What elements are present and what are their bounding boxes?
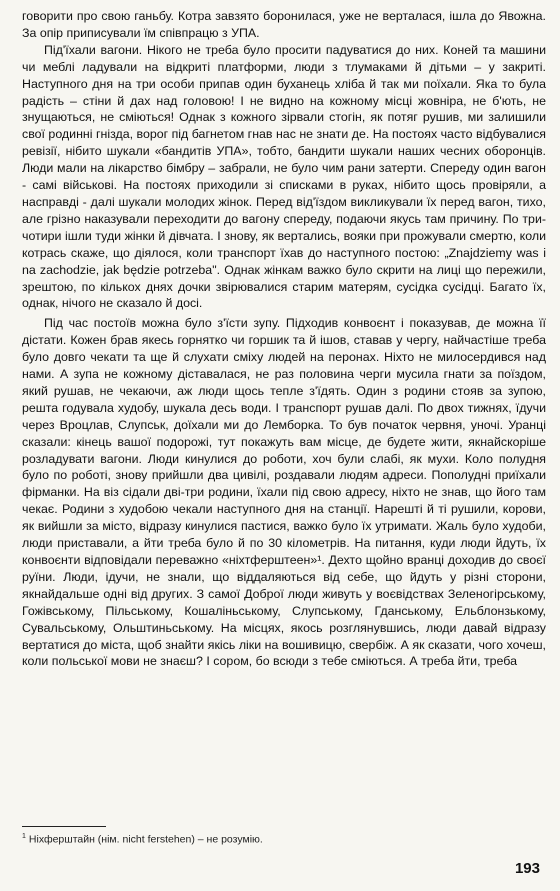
footnote-mark: 1: [22, 833, 26, 840]
page-number: 193: [514, 860, 540, 877]
paragraph-3: Під час постоїв можна було з'їсти зупу. Підходив конвоєнт і показував, де можна її дістати. Кожен брав якесь горнятко чи горшик та й ішов, ставав у чергу, найчастіше треба було довго чекати та ще й слухати сміху людей на перонах. Ніхто не милосердився над нами. А зупа не кожному діставалася, не раз половина черги мусила гнати за поїздом, який рушав, не чекаючи, аж люди щось тепле з'їдять. Один з родини стояв за зупою, решта годувала худобу, шукала десь води. І транспорт рушав далі. По двох тижнях, їдучи через Вроцлав, Слупськ, доїхали ми до Лемборка. То був початок червня, уночі. Уранці сказали: кінець вашої подорожі, тут покажуть вам місце, де будете жити, якнайскоріше розладувати вагони. Люди кинулися до роботи, хоч були слабі, як мухи. Коло полудня було по роботі, знову прийшли два цивілі, роздавали людям адреси. Пополудні приїхали фірманки. На віз сідали дві-три родини, їхали під свою адресу, ніхто не знав, що його там чекає. Родини з худобою чекали наступного дня на станції. Нарешті й ті рушили, корови, як вийшли за місто, відразу кинулися пастися, важко було їх утримати. Жаль було худоби, люди приставали, а йти треба було й по 30 кілометрів. На питання, куди люди йдуть, їх конвоєнти відповідали переважно «ніхтферштеен»¹. Дехто щойно вранці доходив до своєї руїни. Люди, ідучи, не знали, що віддаляються від себе, що йдуть у різні сторони, якнайдальше одні від других. З самої Доброї люди живуть у воєвідствах Зеленогірському, Гожівському, Пільському, Кошаліньському, Слупському, Гданському, Ельблонзькому, Сувальському, Ольштиньському. На місцях, якось розглянувшись, люди давай відразу вертатися до міста, щоб знайти якісь ліки на вошивицю, свербіж. А як сказати, чого хочеш, коли польської мови не знаєш? І сором, бо всюди з тебе сміються. А треба йти, треба: [22, 316, 546, 669]
footnote-separator: [22, 826, 106, 827]
paragraph-2: Під'їхали вагони. Нікого не треба було просити падуватися до них. Коней та машини чи меблі ладували на відкриті платформи, люди з тлумаками й дітьми – у закриті. Наступного дня на три особи припав один буханець хліба й так ми поїхали. Яка то була радість – стіни й дах над головою! І не видно на кожному місці жовніра, не б'ють, не знущаються, не сміються! Однак з кожного зірвали стогін, як потяг рушив, ми залишили свої родинні гнізда, ворог під багнетом гнав нас не знати де. На постоях часто відбувалися ревізії, нібито шукали «бандитів УПА», тобто, бандити шукали наших чесних оборонців. Люди мали на лікарство бімбру – забрали, не було чим рани затерти. Спереду один вагон - самі військові. На постоях приходили зі списками в руках, нібито щось провіряли, а насправді - далі шукали молодих жінок. Перед від'їздом викликували їх перед вагон, тихо, але грізно наказували переходити до вагону спереду, подаючи якусь там причину. По три-чотири ішли туди жінки й дівчата. І знову, як вертались, вояки при прожували смертю, коли котрась скаже, що діялося, коли транспорт їхав до наступного постою: „Znajdziemy was i na zachodzie, jak będzie potrzeba". Однак жінкам важко було скрити на лиці що пережили, зрештою, по кількох днях дочки звірювалися старим матерям, сусідка сусідці. Багато їх, однак, нічого не сказало й досі.: [22, 42, 546, 311]
footnote-text: Ніхферштайн (нім. nicht ferstehen) – не розумію.: [28, 833, 263, 846]
footnote: [22, 830, 263, 847]
paragraph-1: говорити про свою ганьбу. Котра завзято боронилася, уже не верталася, ішла до Явожна. За опір приписували їм співпрацю з УПА.: [22, 9, 546, 40]
body-text: [22, 8, 546, 670]
